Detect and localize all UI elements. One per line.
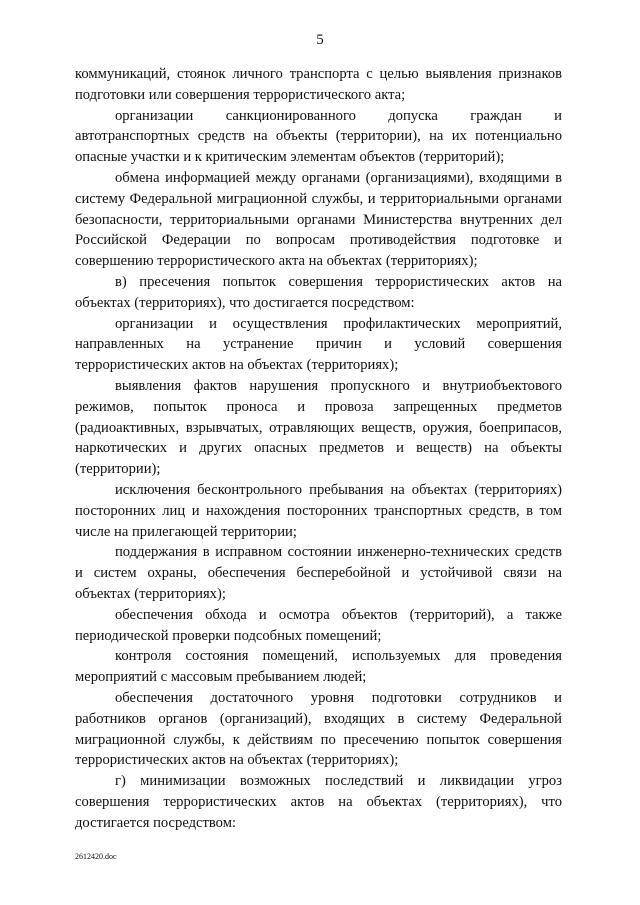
paragraph: обеспечения достаточного уровня подготовки сотрудников и работников органов (организаций), входящих в систему Федеральной миграционной службы, к действиям по пресечению попыток совершения террористических актов на объектах (территориях); — [75, 689, 562, 769]
paragraph: в) пресечения попыток совершения террористических актов на объектах (территориях), что достигается посредством: — [75, 273, 562, 311]
paragraph: организации санкционированного допуска граждан и автотранспортных средств на объекты (территории), на их потенциально опасные участки и к критическим элементам объектов (территорий); — [75, 107, 562, 166]
paragraph: выявления фактов нарушения пропускного и внутриобъектового режимов, попыток проноса и провоза запрещенных предметов (радиоактивных, взрывчатых, отравляющих веществ, оружия, боеприпасов, наркотических и других опасных предметов и веществ) на объекты (территории); — [75, 377, 562, 478]
document-body — [75, 64, 562, 833]
paragraph: обмена информацией между органами (организациями), входящими в систему Федеральной миграционной службы, и территориальными органами безопасности, территориальными органами Министерства внутренних дел Российской Федерации по вопросам противодействия подготовке и совершению террористического акта на объектах (территориях); — [75, 169, 562, 270]
page-number: 5 — [316, 32, 324, 48]
paragraph: г) минимизации возможных последствий и ликвидации угроз совершения террористических актов на объектах (территориях), что достигается посредством: — [75, 773, 562, 831]
paragraph: организации и осуществления профилактических мероприятий, направленных на устранение причин и условий совершения террористических актов на объектах (территориях); — [75, 315, 562, 374]
paragraph: поддержания в исправном состоянии инженерно-технических средств и систем охраны, обеспечения бесперебойной и устойчивой связи на объектах (территориях); — [75, 544, 562, 602]
paragraph: исключения бесконтрольного пребывания на объектах (территориях) посторонних лиц и нахождения посторонних транспортных средств, в том числе на прилегающей территории; — [75, 481, 562, 540]
paragraph: обеспечения обхода и осмотра объектов (территорий), а также периодической проверки подсобных помещений; — [75, 606, 562, 644]
paragraph: контроля состояния помещений, используемых для проведения мероприятий с массовым пребыванием людей; — [75, 648, 562, 686]
document-file-code: 2612420.doc — [75, 852, 117, 861]
paragraph-continuation: коммуникаций, стоянок личного транспорта с целью выявления признаков подготовки или совершения террористического акта; — [75, 66, 562, 103]
